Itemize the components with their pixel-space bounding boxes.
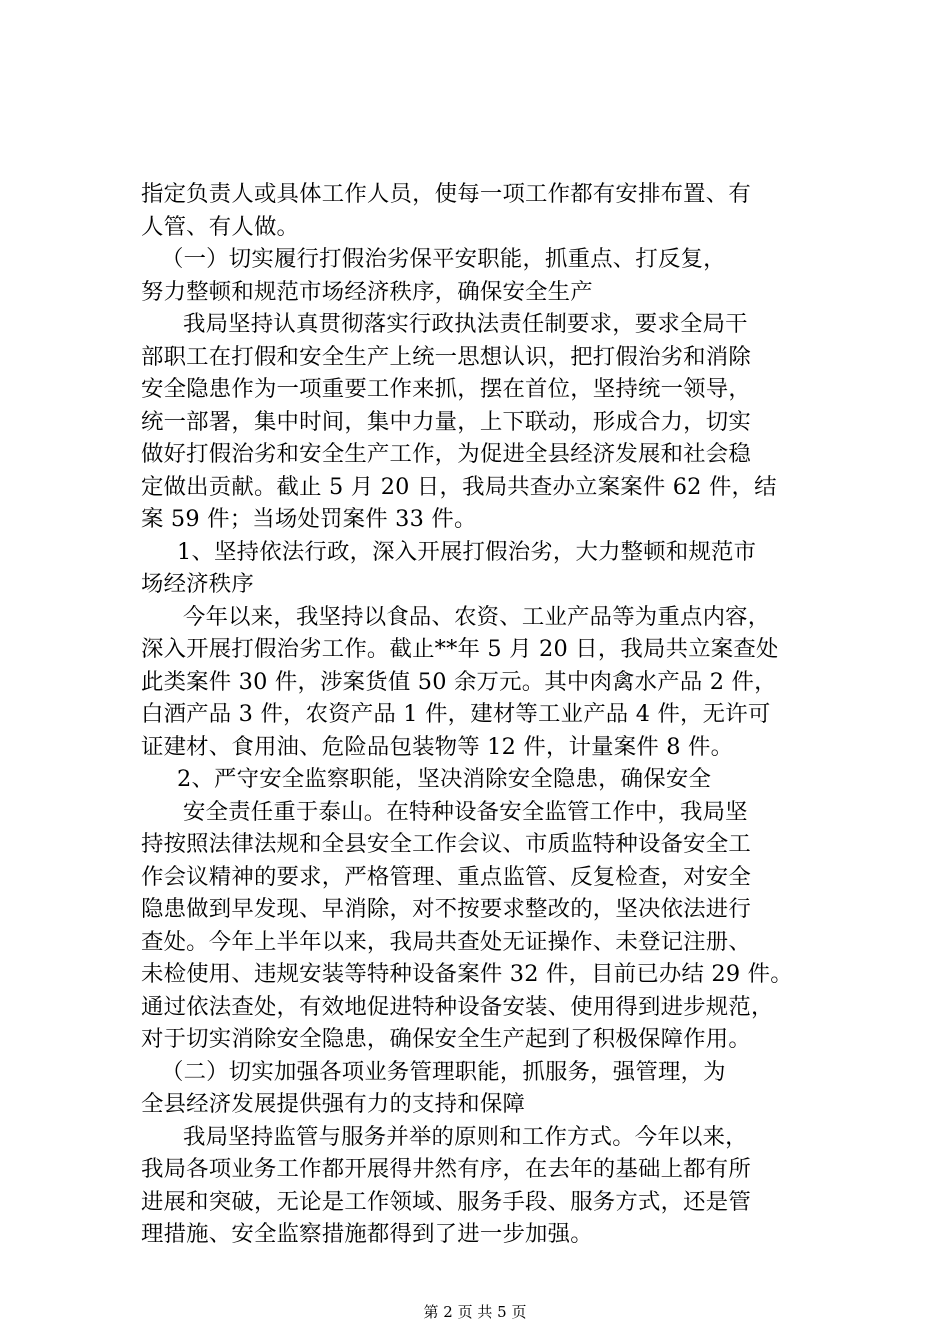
- text-line: 我局坚持认真贯彻落实行政执法责任制要求，要求全局干: [183, 311, 748, 337]
- text-line: 部职工在打假和安全生产上统一思想认识，把打假治劣和消除: [141, 343, 751, 370]
- document-body: [141, 178, 831, 1251]
- page-number-label: 第 2 页 共 5 页: [423, 1303, 527, 1321]
- text-line: 今年以来，我坚持以食品、农资、工业产品等为重点内容，: [183, 603, 771, 630]
- text-line: 作会议精神的要求，严格管理、重点监管、反复检查，对安全: [141, 863, 751, 890]
- subsection-heading-line: 场经济秩序: [141, 571, 254, 597]
- page-footer: [0, 1303, 950, 1321]
- subsection-heading-line: 1、坚持依法行政，深入开展打假治劣，大力整顿和规范市: [177, 538, 757, 565]
- text-line: 进展和突破，无论是工作领域、服务手段、服务方式，还是管: [141, 1188, 751, 1215]
- text-line: 隐患做到早发现、早消除，对不按要求整改的，坚决依法进行: [141, 896, 751, 922]
- section-heading-line: 全县经济发展提供强有力的支持和保障: [141, 1091, 526, 1117]
- text-line: 安全责任重于泰山。在特种设备安全监管工作中，我局坚: [183, 798, 748, 825]
- text-line: 未检使用、违规安装等特种设备案件 32 件，目前已办结 29 件。: [141, 961, 793, 987]
- section-heading-line: 努力整顿和规范市场经济秩序，确保安全生产: [141, 278, 593, 305]
- text-line: 安全隐患作为一项重要工作来抓，摆在首位，坚持统一领导，: [141, 376, 751, 402]
- section-heading-line: （二）切实加强各项业务管理职能，抓服务，强管理，为: [161, 1058, 726, 1085]
- text-line: 理措施、安全监察措施都得到了进一步加强。: [141, 1221, 593, 1247]
- text-line: 此类案件 30 件，涉案货值 50 余万元。其中肉禽水产品 2 件，: [141, 668, 777, 695]
- text-line: 通过依法查处，有效地促进特种设备安装、使用得到进步规范，: [141, 993, 774, 1020]
- text-line: 查处。今年上半年以来，我局共查处无证操作、未登记注册、: [141, 928, 751, 955]
- text-line: 白酒产品 3 件，农资产品 1 件，建材等工业产品 4 件，无许可: [141, 701, 771, 727]
- text-line: 做好打假治劣和安全生产工作，为促进全县经济发展和社会稳: [141, 441, 751, 467]
- section-heading-line: （一）切实履行打假治劣保平安职能，抓重点、打反复，: [161, 246, 726, 272]
- text-line: 对于切实消除安全隐患，确保安全生产起到了积极保障作用。: [141, 1026, 751, 1052]
- text-line: 统一部署，集中时间，集中力量，上下联动，形成合力，切实: [141, 408, 751, 435]
- text-line: 深入开展打假治劣工作。截止**年 5 月 20 日，我局共立案查处: [141, 636, 779, 662]
- text-line: 持按照法律法规和全县安全工作会议、市质监特种设备安全工: [141, 831, 751, 857]
- text-line: 指定负责人或具体工作人员，使每一项工作都有安排布置、有: [141, 181, 751, 207]
- text-line: 我局坚持监管与服务并举的原则和工作方式。今年以来，: [183, 1123, 748, 1150]
- text-line: 案 59 件；当场处罚案件 33 件。: [141, 506, 477, 532]
- text-line: 定做出贡献。截止 5 月 20 日，我局共查办立案案件 62 件，结: [141, 473, 777, 500]
- text-line: 证建材、食用油、危险品包装物等 12 件，计量案件 8 件。: [141, 733, 734, 760]
- text-line: 人管、有人做。: [141, 213, 300, 240]
- subsection-heading-line: 2、严守安全监察职能，坚决消除安全隐患，确保安全: [177, 766, 712, 792]
- text-line: 我局各项业务工作都开展得井然有序，在去年的基础上都有所: [141, 1156, 751, 1182]
